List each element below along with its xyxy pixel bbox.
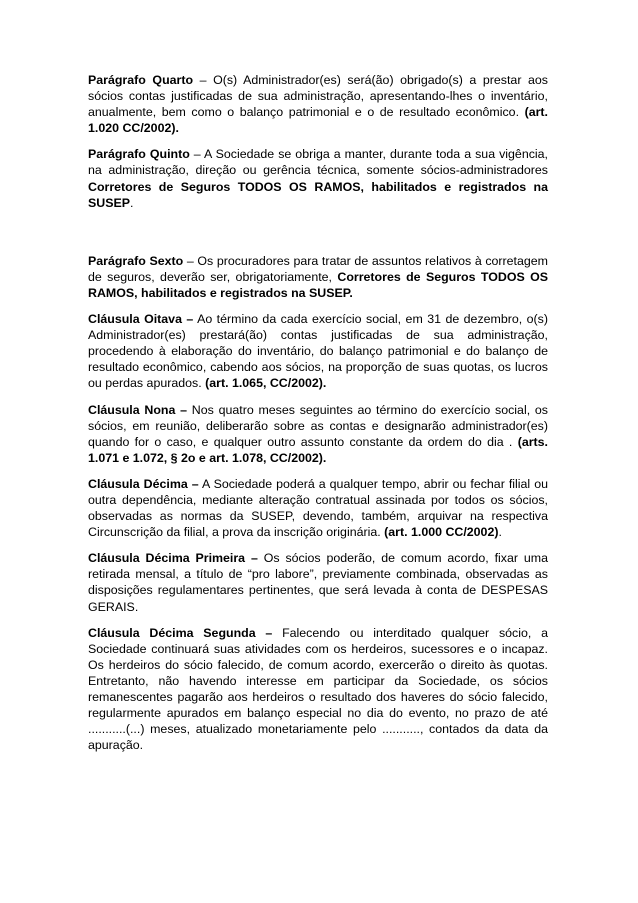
paragraph-quarto: [88, 72, 548, 136]
clause-decima: [88, 476, 548, 540]
clause-nona-heading: Cláusula Nona –: [88, 402, 188, 417]
clause-oitava-text: Ao término da cada exercício social, em 31 de dezembro, o(s) Administrador(es) prestará(ão) contas justificadas de sua administração, procedendo à elaboração do inventário, do balanço patrimonial e do balanço de resultado econômico, cabendo aos sócios, na proporção de suas quotas, os lucros ou perdas apurados.: [88, 312, 548, 391]
clause-decima-text: A Sociedade poderá a qualquer tempo, abrir ou fechar filial ou outra dependência, mediante alteração contratual assinada por todos os sócios, observadas as normas da SUSEP, devendo, também, arquivar na respectiva Circunscrição da filial, a prova da inscrição originária.: [88, 476, 548, 540]
clause-oitava: [88, 311, 548, 391]
clause-decima-segunda-text: Falecendo ou interditado qualquer sócio, a Sociedade continuará suas atividades com os herdeiros, sucessores e o incapaz. Os herdeiros do sócio falecido, de comum acordo, exercerão o direito às quotas. Entretanto, não havendo interesse em participar da Sociedade, os sócios remanescentes pagarão aos herdeiros o resultado dos haveres do sócio falecido, regularmente apurados em balanço especial no dia do evento, no prazo de até ...........(...) meses, atualizado monetariamente pelo ..........., contados da data da apuração.: [88, 625, 548, 753]
clause-nona-citation: (arts. 1.071 e 1.072, § 2o e art. 1.078, CC/2002).: [88, 434, 548, 465]
paragraph-quinto-text: – A Sociedade se obriga a manter, durante toda a sua vigência, na administração, direção ou gerência técnica, somente sócios-administradores: [88, 147, 549, 178]
clause-decima-primeira-heading: Cláusula Décima Primeira –: [88, 551, 258, 566]
clause-decima-heading: Cláusula Décima –: [88, 476, 199, 491]
paragraph-quarto-citation: (art. 1.020 CC/2002).: [88, 105, 548, 136]
paragraph-quinto-heading: Parágrafo Quinto: [88, 147, 190, 162]
clause-nona: [88, 402, 548, 466]
clause-decima-segunda-heading: Cláusula Décima Segunda –: [88, 625, 273, 640]
paragraph-quarto-text: – O(s) Administrador(es) será(ão) obrigado(s) a prestar aos sócios contas justificadas de sua administração, apresentando-lhes o inventário, anualmente, bem como o balanço patrimonial e o de resultado econômico.: [88, 73, 548, 120]
paragraph-sexto: [88, 253, 548, 301]
paragraph-quinto-emphasis: Corretores de Seguros TODOS OS RAMOS, habilitados e registrados na SUSEP: [88, 179, 548, 210]
paragraph-sexto-text: – Os procuradores para tratar de assuntos relativos à corretagem de seguros, deverão ser, obrigatoriamente,: [88, 253, 548, 284]
document-page: [88, 72, 548, 763]
clause-decima-citation: (art. 1.000 CC/2002): [384, 525, 499, 540]
clause-oitava-heading: Cláusula Oitava –: [88, 312, 194, 327]
paragraph-quinto-end: .: [130, 195, 134, 210]
paragraph-quinto: [88, 146, 548, 210]
clause-decima-primeira-text: Os sócios poderão, de comum acordo, fixar uma retirada mensal, a título de “pro labore”, previamente combinada, observadas as disposições regulamentares pertinentes, que será levada à conta de DESPESAS GERAIS.: [88, 551, 548, 614]
clause-oitava-citation: (art. 1.065, CC/2002).: [205, 376, 327, 391]
paragraph-quarto-heading: Parágrafo Quarto: [88, 73, 194, 87]
clause-nona-text: Nos quatro meses seguintes ao término do exercício social, os sócios, em reunião, deliberarão sobre as contas e designarão administrador(es) quando for o caso, e qualquer outro assunto constante da ordem do dia .: [88, 402, 548, 449]
paragraph-sexto-emphasis: Corretores de Seguros TODOS OS RAMOS, habilitados e registrados na SUSEP.: [88, 269, 549, 300]
clause-decima-primeira: [88, 550, 548, 614]
paragraph-sexto-heading: Parágrafo Sexto: [88, 253, 184, 268]
clause-decima-segunda: [88, 625, 548, 754]
clause-decima-end: .: [498, 525, 502, 540]
